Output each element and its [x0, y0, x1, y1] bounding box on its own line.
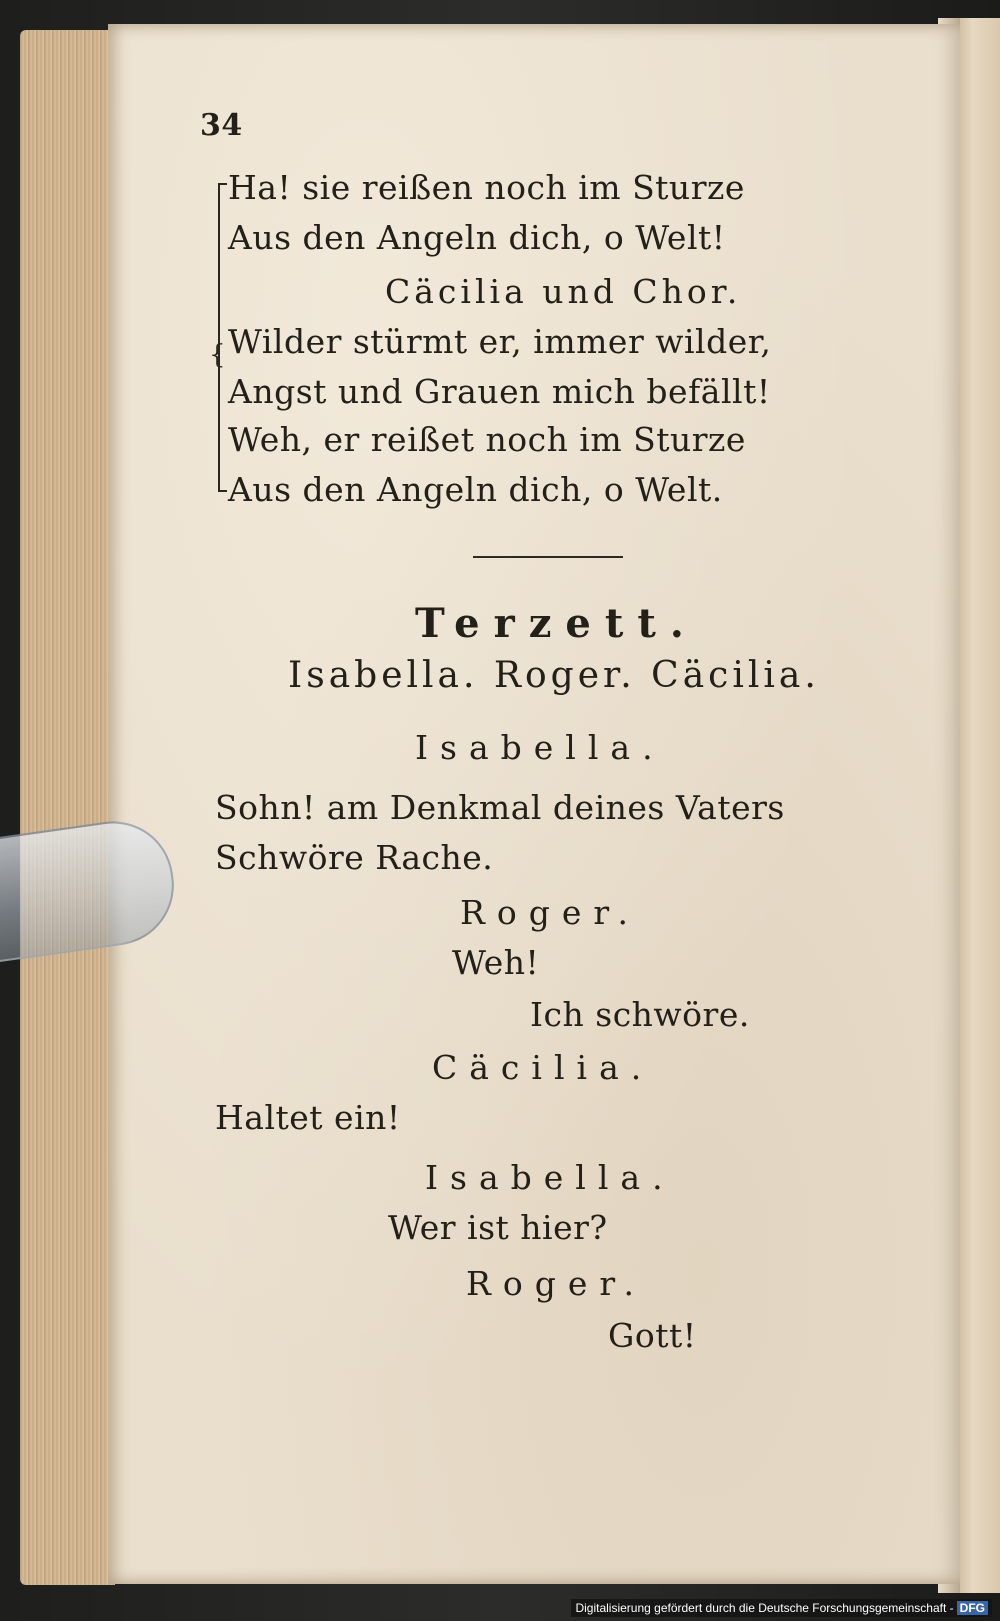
verse-line-2: Aus den Angeln dich, o Welt! — [228, 218, 726, 257]
digitization-credit — [571, 1599, 992, 1617]
speaker-roger: Roger. — [466, 1264, 647, 1303]
book-page-edges — [20, 30, 115, 1585]
brace-point: { — [209, 340, 226, 370]
verse-speaker-heading: Cäcilia und Chor. — [385, 272, 742, 311]
speaker-isabella: Isabella. — [415, 728, 665, 767]
speaker-caecilia: Cäcilia. — [432, 1048, 654, 1087]
verse-line-1: Ha! sie reißen noch im Sturze — [228, 168, 745, 207]
credit-text: Digitalisierung gefördert durch die Deutsche Forschungsgemeinschaft - — [575, 1601, 954, 1615]
chorus-brace — [218, 185, 220, 490]
dialogue-line: Weh! — [452, 943, 540, 982]
section-title: Terzett. — [415, 600, 698, 647]
dfg-logo: DFG — [957, 1601, 988, 1615]
page-number: 34 — [200, 108, 243, 143]
verse-line-4: Angst und Grauen mich befällt! — [228, 372, 771, 411]
brace-bottom — [218, 490, 227, 492]
character-list: Isabella. Roger. Cäcilia. — [288, 655, 820, 696]
verse-line-3: Wilder stürmt er, immer wilder, — [228, 322, 772, 361]
section-divider — [473, 556, 623, 558]
dialogue-line: Ich schwöre. — [530, 995, 750, 1034]
verse-line-5: Weh, er reißet noch im Sturze — [228, 420, 746, 459]
dialogue-line: Schwöre Rache. — [215, 838, 494, 877]
dialogue-line: Gott! — [608, 1316, 697, 1355]
facing-page-edge — [955, 18, 1000, 1593]
verse-line-6: Aus den Angeln dich, o Welt. — [228, 470, 723, 509]
dialogue-line: Sohn! am Denkmal deines Vaters — [215, 788, 785, 827]
dialogue-line: Haltet ein! — [215, 1098, 401, 1137]
speaker-isabella: Isabella. — [425, 1158, 675, 1197]
speaker-roger: Roger. — [460, 893, 641, 932]
dialogue-line: Wer ist hier? — [388, 1208, 608, 1247]
